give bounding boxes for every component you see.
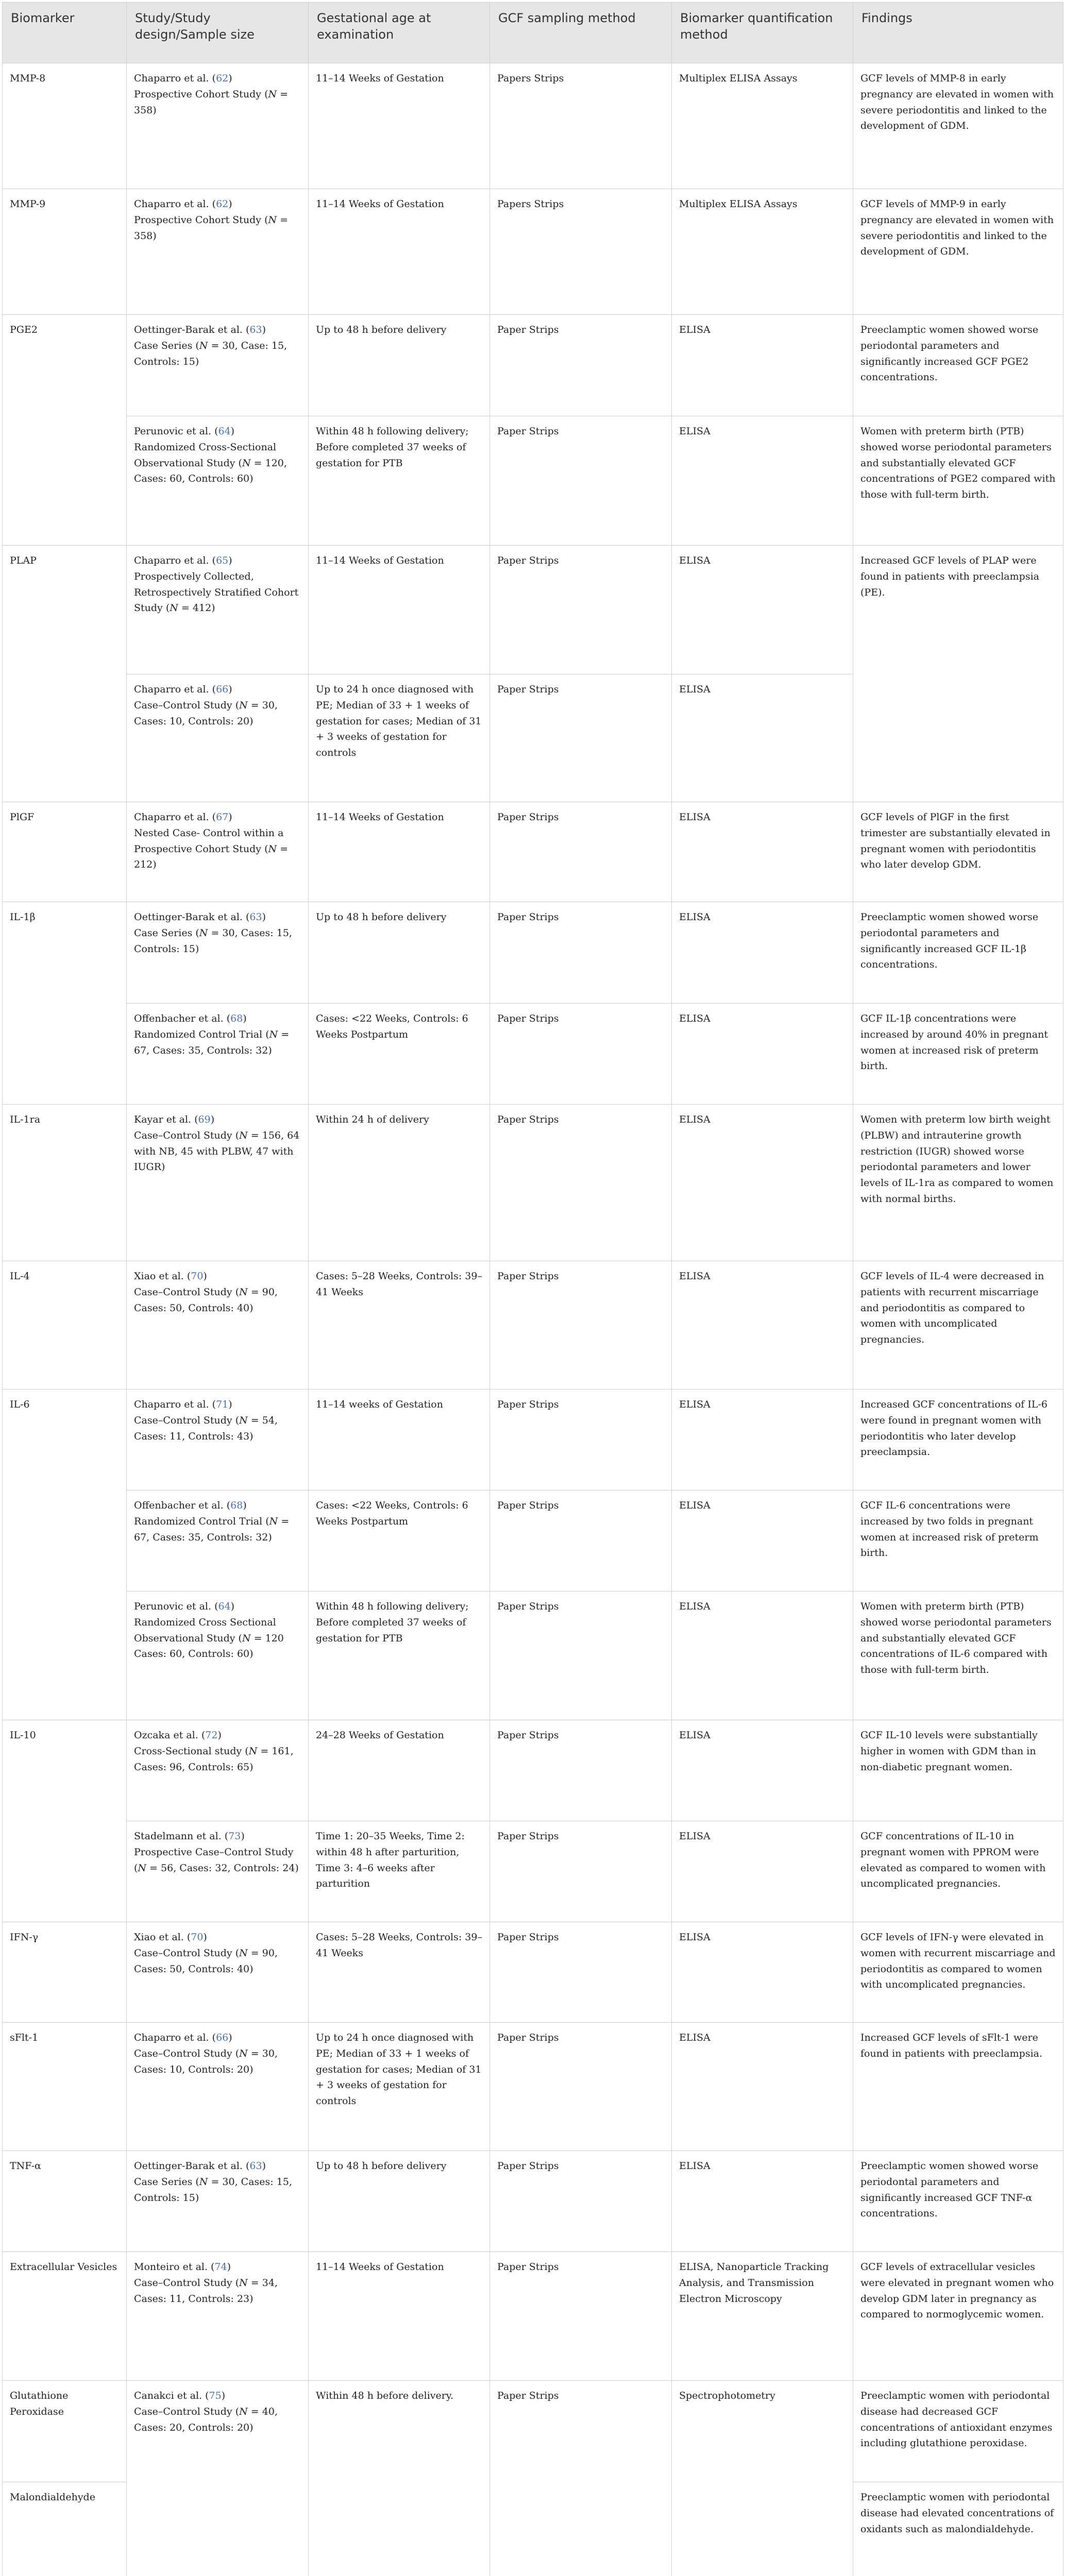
sampling-cell: Paper Strips bbox=[490, 802, 672, 902]
gestational-age-cell: Cases: <22 Weeks, Controls: 6 Weeks Postpartum bbox=[309, 1004, 490, 1105]
findings-cell: GCF levels of extracellular vesicles were elevated in pregnant women who develop GDM later in pregnancy as compared to normoglycemic women. bbox=[853, 2252, 1063, 2381]
study-cell: Xiao et al. (70) Case–Control Study (N = 90, Cases: 50, Controls: 40) bbox=[127, 1261, 309, 1389]
reference-link[interactable]: 68 bbox=[230, 1500, 243, 1511]
biomarker-cell: PlGF bbox=[3, 802, 127, 902]
biomarker-cell: MMP-9 bbox=[3, 189, 127, 315]
reference-link[interactable]: 64 bbox=[218, 426, 231, 437]
quantification-cell: ELISA bbox=[672, 1389, 853, 1490]
header-gestational-age: Gestational age at examination bbox=[309, 3, 490, 63]
findings-cell: Women with preterm birth (PTB) showed worse periodontal parameters and substantially elevated GCF concentrations of PGE2 compared with those with full-term birth. bbox=[853, 416, 1063, 546]
reference-link[interactable]: 74 bbox=[214, 2261, 227, 2273]
findings-cell: GCF IL-1β concentrations were increased by around 40% in pregnant women at increased risk of preterm birth. bbox=[853, 1004, 1063, 1105]
study-cell: Chaparro et al. (66) Case–Control Study (N = 30, Cases: 10, Controls: 20) bbox=[127, 2023, 309, 2151]
gestational-age-cell: Within 48 h following delivery; Before completed 37 weeks of gestation for PTB bbox=[309, 1591, 490, 1720]
gestational-age-cell: 11–14 Weeks of Gestation bbox=[309, 546, 490, 674]
findings-cell: GCF IL-6 concentrations were increased by two folds in pregnant women at increased risk of preterm birth. bbox=[853, 1490, 1063, 1591]
findings-cell: GCF levels of IFN-γ were elevated in women with recurrent miscarriage and periodontitis as compared to women with uncomplicated pregnancies. bbox=[853, 1922, 1063, 2023]
reference-link[interactable]: 70 bbox=[191, 1270, 204, 1282]
quantification-cell: ELISA bbox=[672, 1490, 853, 1591]
gestational-age-cell: Up to 24 h once diagnosed with PE; Median of 33 + 1 weeks of gestation for cases; Median of 31 + 3 weeks of gestation for controls bbox=[309, 674, 490, 802]
biomarker-cell: IL-1ra bbox=[3, 1105, 127, 1261]
quantification-cell: ELISA, Nanoparticle Tracking Analysis, and Transmission Electron Microscopy bbox=[672, 2252, 853, 2381]
table-row bbox=[3, 802, 1063, 902]
quantification-cell: ELISA bbox=[672, 2151, 853, 2252]
biomarker-cell: IFN-γ bbox=[3, 1922, 127, 2023]
reference-link[interactable]: 63 bbox=[249, 911, 262, 923]
reference-link[interactable]: 68 bbox=[230, 1013, 243, 1024]
gestational-age-cell: Within 48 h following delivery; Before completed 37 weeks of gestation for PTB bbox=[309, 416, 490, 546]
findings-cell: GCF levels of MMP-8 in early pregnancy are elevated in women with severe periodontitis and linked to the development of GDM. bbox=[853, 63, 1063, 189]
reference-link[interactable]: 70 bbox=[191, 1931, 204, 1943]
sampling-cell: Paper Strips bbox=[490, 416, 672, 546]
findings-cell: GCF IL-10 levels were substantially higher in women with GDM than in non-diabetic pregnant women. bbox=[853, 1720, 1063, 1821]
reference-link[interactable]: 75 bbox=[209, 2390, 222, 2401]
study-cell: Chaparro et al. (67) Nested Case- Control within a Prospective Cohort Study (N = 212) bbox=[127, 802, 309, 902]
gestational-age-cell: Cases: 5–28 Weeks, Controls: 39–41 Weeks bbox=[309, 1261, 490, 1389]
gestational-age-cell: Up to 24 h once diagnosed with PE; Median of 33 + 1 weeks of gestation for cases; Median of 31 + 3 weeks of gestation for controls bbox=[309, 2023, 490, 2151]
reference-link[interactable]: 63 bbox=[249, 2160, 262, 2172]
gestational-age-cell: 11–14 weeks of Gestation bbox=[309, 1389, 490, 1490]
sampling-cell: Paper Strips bbox=[490, 1490, 672, 1591]
study-cell: Oettinger-Barak et al. (63) Case Series (N = 30, Cases: 15, Controls: 15) bbox=[127, 902, 309, 1004]
study-cell: Oettinger-Barak et al. (63) Case Series (N = 30, Case: 15, Controls: 15) bbox=[127, 315, 309, 416]
sampling-cell: Paper Strips bbox=[490, 546, 672, 674]
sampling-cell: Paper Strips bbox=[490, 315, 672, 416]
table-row bbox=[3, 1591, 1063, 1720]
reference-link[interactable]: 66 bbox=[216, 2032, 229, 2043]
findings-cell: GCF concentrations of IL-10 in pregnant women with PPROM were elevated as compared to women with uncomplicated pregnancies. bbox=[853, 1821, 1063, 1922]
study-cell: Perunovic et al. (64) Randomized Cross Sectional Observational Study (N = 120 Cases: 60, Controls: 60) bbox=[127, 1591, 309, 1720]
sampling-cell: Paper Strips bbox=[490, 1105, 672, 1261]
table-row bbox=[3, 1490, 1063, 1591]
table-row bbox=[3, 902, 1063, 1004]
table-row bbox=[3, 2023, 1063, 2151]
sampling-cell: Paper Strips bbox=[490, 2023, 672, 2151]
findings-cell: Preeclamptic women showed worse periodontal parameters and significantly increased GCF TNF-α concentrations. bbox=[853, 2151, 1063, 2252]
biomarker-cell: IL-1β bbox=[3, 902, 127, 1105]
gestational-age-cell: Up to 48 h before delivery bbox=[309, 315, 490, 416]
study-cell: Ozcaka et al. (72) Cross-Sectional study (N = 161, Cases: 96, Controls: 65) bbox=[127, 1720, 309, 1821]
quantification-cell: ELISA bbox=[672, 1821, 853, 1922]
sampling-cell: Paper Strips bbox=[490, 2151, 672, 2252]
gestational-age-cell: Cases: <22 Weeks, Controls: 6 Weeks Postpartum bbox=[309, 1490, 490, 1591]
sampling-cell: Paper Strips bbox=[490, 1922, 672, 2023]
reference-link[interactable]: 67 bbox=[216, 811, 229, 823]
findings-cell: Women with preterm birth (PTB) showed worse periodontal parameters and substantially elevated GCF concentrations of IL-6 compared with those with full-term birth. bbox=[853, 1591, 1063, 1720]
sampling-cell: Paper Strips bbox=[490, 1389, 672, 1490]
gestational-age-cell: Up to 48 h before delivery bbox=[309, 2151, 490, 2252]
table-row bbox=[3, 315, 1063, 416]
findings-cell: Women with preterm low birth weight (PLBW) and intrauterine growth restriction (IUGR) showed worse periodontal parameters and lower levels of IL-1ra as compared to women with normal births. bbox=[853, 1105, 1063, 1261]
biomarker-table bbox=[2, 2, 1063, 2576]
study-cell: Stadelmann et al. (73) Prospective Case–Control Study (N = 56, Cases: 32, Controls: 24) bbox=[127, 1821, 309, 1922]
quantification-cell: ELISA bbox=[672, 1720, 853, 1821]
study-cell: Canakci et al. (75) Case–Control Study (N = 40, Cases: 20, Controls: 20) bbox=[127, 2381, 309, 2576]
study-cell: Perunovic et al. (64) Randomized Cross-Sectional Observational Study (N = 120, Cases: 60, Controls: 60) bbox=[127, 416, 309, 546]
findings-cell: GCF levels of MMP-9 in early pregnancy are elevated in women with severe periodontitis and linked to the development of GDM. bbox=[853, 189, 1063, 315]
reference-link[interactable]: 66 bbox=[216, 684, 229, 695]
biomarker-cell: IL-6 bbox=[3, 1389, 127, 1720]
table-row bbox=[3, 546, 1063, 674]
sampling-cell: Paper Strips bbox=[490, 2381, 672, 2576]
biomarker-cell: sFlt-1 bbox=[3, 2023, 127, 2151]
quantification-cell: ELISA bbox=[672, 902, 853, 1004]
study-cell: Chaparro et al. (65) Prospectively Collected, Retrospectively Stratified Cohort Study (N = 412) bbox=[127, 546, 309, 674]
table-row bbox=[3, 1261, 1063, 1389]
table-row bbox=[3, 1004, 1063, 1105]
gestational-age-cell: Within 24 h of delivery bbox=[309, 1105, 490, 1261]
study-cell: Chaparro et al. (66) Case–Control Study (N = 30, Cases: 10, Controls: 20) bbox=[127, 674, 309, 802]
findings-cell: Increased GCF concentrations of IL-6 were found in pregnant women with periodontitis who later develop preeclampsia. bbox=[853, 1389, 1063, 1490]
sampling-cell: Paper Strips bbox=[490, 902, 672, 1004]
table-row bbox=[3, 2381, 1063, 2482]
reference-link[interactable]: 62 bbox=[216, 198, 229, 210]
findings-cell: Increased GCF levels of PLAP were found in patients with preeclampsia (PE). bbox=[853, 546, 1063, 802]
gestational-age-cell: Time 1: 20–35 Weeks, Time 2: within 48 h after parturition, Time 3: 4–6 weeks after parturition bbox=[309, 1821, 490, 1922]
study-cell: Offenbacher et al. (68) Randomized Control Trial (N = 67, Cases: 35, Controls: 32) bbox=[127, 1490, 309, 1591]
biomarker-cell: PGE2 bbox=[3, 315, 127, 546]
table-row bbox=[3, 63, 1063, 189]
table-row bbox=[3, 189, 1063, 315]
table-row bbox=[3, 1389, 1063, 1490]
table-row bbox=[3, 1922, 1063, 2023]
sampling-cell: Paper Strips bbox=[490, 1261, 672, 1389]
quantification-cell: ELISA bbox=[672, 1004, 853, 1105]
table-row bbox=[3, 1105, 1063, 1261]
quantification-cell: Multiplex ELISA Assays bbox=[672, 63, 853, 189]
reference-link[interactable]: 64 bbox=[218, 1601, 231, 1612]
reference-link[interactable]: 72 bbox=[205, 1730, 218, 1741]
study-cell: Kayar et al. (69) Case–Control Study (N = 156, 64 with NB, 45 with PLBW, 47 with IUGR) bbox=[127, 1105, 309, 1261]
findings-cell: Preeclamptic women showed worse periodontal parameters and significantly increased GCF IL-1β concentrations. bbox=[853, 902, 1063, 1004]
biomarker-cell: MMP-8 bbox=[3, 63, 127, 189]
reference-link[interactable]: 62 bbox=[216, 73, 229, 84]
quantification-cell: ELISA bbox=[672, 1922, 853, 2023]
gestational-age-cell: 11–14 Weeks of Gestation bbox=[309, 189, 490, 315]
sampling-cell: Paper Strips bbox=[490, 1004, 672, 1105]
biomarker-cell: TNF-α bbox=[3, 2151, 127, 2252]
reference-link[interactable]: 69 bbox=[198, 1114, 211, 1125]
study-cell: Chaparro et al. (71) Case–Control Study (N = 54, Cases: 11, Controls: 43) bbox=[127, 1389, 309, 1490]
table-row bbox=[3, 416, 1063, 546]
sampling-cell: Paper Strips bbox=[490, 1720, 672, 1821]
quantification-cell: ELISA bbox=[672, 546, 853, 674]
quantification-cell: ELISA bbox=[672, 416, 853, 546]
table-row bbox=[3, 2151, 1063, 2252]
sampling-cell: Papers Strips bbox=[490, 63, 672, 189]
table-row bbox=[3, 2252, 1063, 2381]
biomarker-cell: IL-10 bbox=[3, 1720, 127, 1922]
study-cell: Chaparro et al. (62) Prospective Cohort Study (N = 358) bbox=[127, 189, 309, 315]
biomarker-cell: PLAP bbox=[3, 546, 127, 802]
table-row bbox=[3, 1821, 1063, 1922]
header-sampling-method: GCF sampling method bbox=[490, 3, 672, 63]
gestational-age-cell: 11–14 Weeks of Gestation bbox=[309, 2252, 490, 2381]
biomarker-cell: Malondialdehyde bbox=[3, 2482, 127, 2576]
findings-cell: Preeclamptic women with periodontal disease had decreased GCF concentrations of antioxidant enzymes including glutathione peroxidase. bbox=[853, 2381, 1063, 2482]
quantification-cell: ELISA bbox=[672, 1105, 853, 1261]
quantification-cell: ELISA bbox=[672, 2023, 853, 2151]
reference-link[interactable]: 73 bbox=[228, 1831, 241, 1842]
gestational-age-cell: Up to 48 h before delivery bbox=[309, 902, 490, 1004]
biomarker-cell: Extracellular Vesicles bbox=[3, 2252, 127, 2381]
study-cell: Oettinger-Barak et al. (63) Case Series (N = 30, Cases: 15, Controls: 15) bbox=[127, 2151, 309, 2252]
gestational-age-cell: Within 48 h before delivery. bbox=[309, 2381, 490, 2576]
quantification-cell: ELISA bbox=[672, 1591, 853, 1720]
biomarker-cell: Glutathione Peroxidase bbox=[3, 2381, 127, 2482]
sampling-cell: Paper Strips bbox=[490, 674, 672, 802]
reference-link[interactable]: 71 bbox=[216, 1399, 229, 1410]
quantification-cell: Spectrophotometry bbox=[672, 2381, 853, 2576]
header-findings: Findings bbox=[853, 3, 1063, 63]
quantification-cell: ELISA bbox=[672, 1261, 853, 1389]
study-cell: Monteiro et al. (74) Case–Control Study (N = 34, Cases: 11, Controls: 23) bbox=[127, 2252, 309, 2381]
study-cell: Chaparro et al. (62) Prospective Cohort Study (N = 358) bbox=[127, 63, 309, 189]
findings-cell: GCF levels of PlGF in the first trimester are substantially elevated in pregnant women with periodontitis who later develop GDM. bbox=[853, 802, 1063, 902]
sampling-cell: Papers Strips bbox=[490, 189, 672, 315]
findings-cell: Preeclamptic women with periodontal disease had elevated concentrations of oxidants such as malondialdehyde. bbox=[853, 2482, 1063, 2576]
sampling-cell: Paper Strips bbox=[490, 1821, 672, 1922]
findings-cell: Increased GCF levels of sFlt-1 were found in patients with preeclampsia. bbox=[853, 2023, 1063, 2151]
study-cell: Offenbacher et al. (68) Randomized Control Trial (N = 67, Cases: 35, Controls: 32) bbox=[127, 1004, 309, 1105]
header-quantification-method: Biomarker quantification method bbox=[672, 3, 853, 63]
sampling-cell: Paper Strips bbox=[490, 1591, 672, 1720]
quantification-cell: ELISA bbox=[672, 674, 853, 802]
quantification-cell: Multiplex ELISA Assays bbox=[672, 189, 853, 315]
quantification-cell: ELISA bbox=[672, 802, 853, 902]
table-row bbox=[3, 1720, 1063, 1821]
header-biomarker: Biomarker bbox=[3, 3, 127, 63]
gestational-age-cell: 11–14 Weeks of Gestation bbox=[309, 802, 490, 902]
study-cell: Xiao et al. (70) Case–Control Study (N = 90, Cases: 50, Controls: 40) bbox=[127, 1922, 309, 2023]
gestational-age-cell: 11–14 Weeks of Gestation bbox=[309, 63, 490, 189]
biomarker-cell: IL-4 bbox=[3, 1261, 127, 1389]
header-row bbox=[3, 3, 1063, 63]
gestational-age-cell: Cases: 5–28 Weeks, Controls: 39–41 Weeks bbox=[309, 1922, 490, 2023]
gestational-age-cell: 24–28 Weeks of Gestation bbox=[309, 1720, 490, 1821]
quantification-cell: ELISA bbox=[672, 315, 853, 416]
reference-link[interactable]: 63 bbox=[249, 324, 262, 335]
findings-cell: GCF levels of IL-4 were decreased in patients with recurrent miscarriage and periodontitis as compared to women with uncomplicated pregnancies. bbox=[853, 1261, 1063, 1389]
header-study: Study/Study design/Sample size bbox=[127, 3, 309, 63]
findings-cell: Preeclamptic women showed worse periodontal parameters and significantly increased GCF PGE2 concentrations. bbox=[853, 315, 1063, 416]
sampling-cell: Paper Strips bbox=[490, 2252, 672, 2381]
reference-link[interactable]: 65 bbox=[216, 555, 229, 566]
